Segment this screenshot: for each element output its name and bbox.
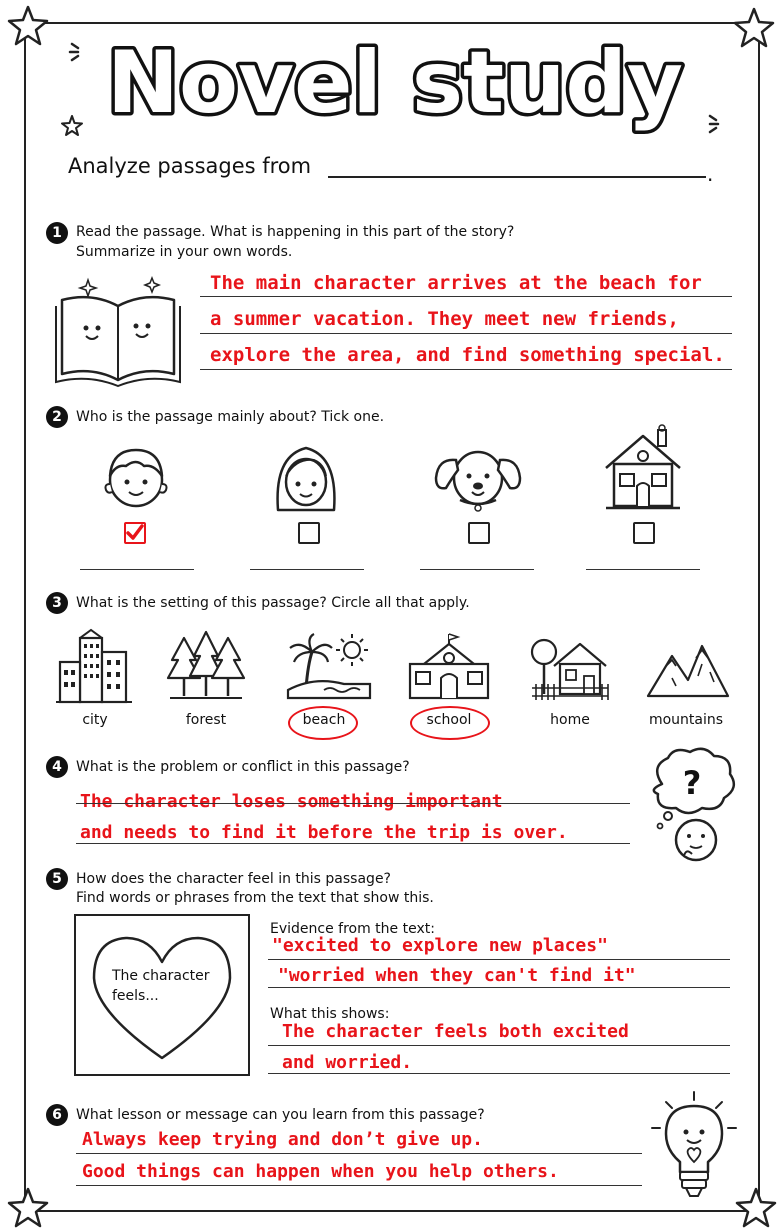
- question-number: 1: [46, 222, 68, 244]
- writing-line: [76, 843, 630, 844]
- shows-label: What this shows:: [270, 1006, 390, 1022]
- writing-line: [76, 1185, 642, 1186]
- title-text: Novel study: [106, 33, 684, 133]
- option-girl-checkbox[interactable]: [298, 522, 320, 544]
- question-1-line2: Summarize in your own words.: [76, 244, 293, 260]
- forest-icon: [166, 630, 246, 702]
- writing-line: [76, 803, 630, 804]
- evidence-label: Evidence from the text:: [270, 921, 435, 937]
- school-circle-mark: [410, 706, 490, 740]
- q1-answer-line3: explore the area, and find something special.: [210, 344, 725, 366]
- girl-icon: [266, 436, 346, 516]
- checkmark-icon: [124, 522, 146, 544]
- setting-label-home: home: [550, 712, 590, 728]
- heart-icon: [76, 916, 248, 1074]
- star-icon: [6, 4, 50, 48]
- question-number: 6: [46, 1104, 68, 1126]
- writing-line: [268, 959, 730, 960]
- question-mark-text: ?: [682, 764, 702, 802]
- writing-line: [80, 569, 194, 570]
- feelings-box: [74, 914, 250, 1076]
- setting-label-beach: beach: [302, 712, 346, 728]
- option-boy-checkbox[interactable]: [124, 522, 146, 544]
- lightbulb-icon: [644, 1088, 744, 1204]
- question-number: 2: [46, 406, 68, 428]
- subtitle: Analyze passages from: [68, 154, 312, 178]
- question-4-text: What is the problem or conflict in this passage?: [76, 759, 410, 775]
- heart-text-line1: The character: [112, 968, 210, 984]
- beach-circle-mark: [288, 706, 358, 740]
- q4-answer-line2: and needs to find it before the trip is over.: [80, 822, 568, 843]
- option-dog-checkbox[interactable]: [468, 522, 490, 544]
- setting-label-city: city: [82, 712, 108, 728]
- writing-line: [200, 369, 732, 370]
- writing-line: [200, 296, 732, 297]
- setting-label-mountains: mountains: [648, 712, 724, 728]
- school-icon: [404, 630, 494, 702]
- writing-line: [420, 569, 534, 570]
- book-icon: [48, 270, 188, 388]
- shows-line2: and worried.: [282, 1052, 413, 1073]
- evidence-line1: "excited to explore new places": [272, 935, 608, 956]
- writing-line: [200, 333, 732, 334]
- dog-icon: [430, 436, 526, 516]
- boy-icon: [96, 436, 176, 516]
- writing-line: [586, 569, 700, 570]
- mountains-icon: [646, 638, 730, 700]
- home-icon: [528, 632, 612, 704]
- writing-line: [268, 1073, 730, 1074]
- evidence-line2: "worried when they can't find it": [278, 965, 636, 986]
- q1-answer-line1: The main character arrives at the beach for: [210, 272, 702, 294]
- novel-title-blank[interactable]: [328, 176, 706, 178]
- q6-answer-line1: Always keep trying and don’t give up.: [82, 1129, 483, 1150]
- question-3-text: What is the setting of this passage? Circle all that apply.: [76, 595, 470, 611]
- beach-icon: [284, 630, 374, 702]
- writing-line: [268, 1045, 730, 1046]
- thinking-bubble-icon: [640, 744, 744, 868]
- setting-label-forest: forest: [185, 712, 227, 728]
- star-icon: [732, 6, 776, 50]
- question-5-line1: How does the character feel in this passage?: [76, 871, 391, 887]
- question-number: 5: [46, 868, 68, 890]
- star-icon: [6, 1186, 50, 1230]
- question-number: 3: [46, 592, 68, 614]
- q1-answer-line2: a summer vacation. They meet new friends,: [210, 308, 679, 330]
- question-6-text: What lesson or message can you learn from this passage?: [76, 1107, 485, 1123]
- q4-answer-line1: The character loses something important: [80, 791, 503, 812]
- writing-line: [250, 569, 364, 570]
- house-icon: [600, 424, 686, 514]
- writing-line: [268, 987, 730, 988]
- question-2-text: Who is the passage mainly about? Tick one.: [76, 409, 385, 425]
- page-title: [80, 28, 710, 138]
- subtitle-period: .: [707, 162, 714, 186]
- heart-text-line2: feels...: [112, 988, 159, 1004]
- shows-line1: The character feels both excited: [282, 1021, 629, 1042]
- city-icon: [56, 628, 132, 704]
- question-5-line2: Find words or phrases from the text that show this.: [76, 890, 434, 906]
- writing-line: [76, 1153, 642, 1154]
- question-1-line1: Read the passage. What is happening in this part of the story?: [76, 224, 515, 240]
- question-number: 4: [46, 756, 68, 778]
- q6-answer-line2: Good things can happen when you help others.: [82, 1161, 559, 1182]
- option-house-checkbox[interactable]: [633, 522, 655, 544]
- setting-label-school: school: [426, 712, 472, 728]
